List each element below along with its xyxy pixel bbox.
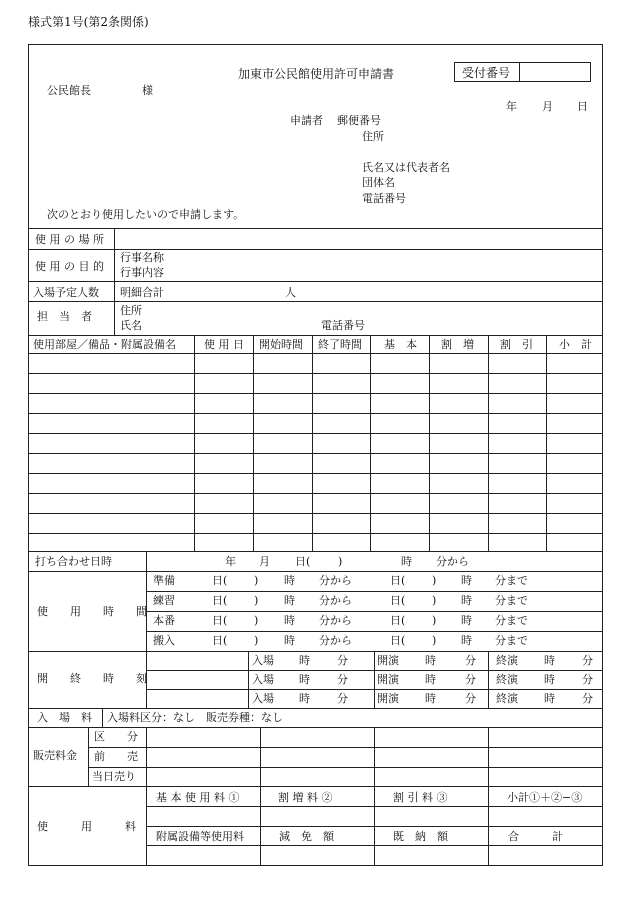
entry-hour: 時 bbox=[299, 654, 310, 667]
form-title: 加東市公民館使用許可申請書 bbox=[238, 67, 395, 81]
equipment-header-start: 開始時間 bbox=[259, 338, 303, 351]
request-statement: 次のとおり使用したいので申請します。 bbox=[47, 208, 245, 221]
admission-fee-text[interactable]: 入場料区分：なし 販売券種：なし bbox=[107, 711, 283, 724]
sales-advance: 前 売 bbox=[94, 750, 138, 763]
form-number-label: 様式第1号(第2条関係) bbox=[28, 15, 149, 29]
discount-fee-header: 割 引 料 ③ bbox=[393, 791, 448, 804]
table-row[interactable] bbox=[29, 533, 602, 534]
table-row[interactable] bbox=[29, 453, 602, 454]
usage-from: 分から bbox=[319, 634, 352, 647]
entry-hour: 時 bbox=[299, 673, 310, 686]
start-end-label: 開 終 時 刻 bbox=[37, 672, 147, 685]
sales-price-label: 販売料金 bbox=[33, 749, 77, 762]
table-row[interactable] bbox=[29, 513, 602, 514]
equipment-fee-header: 附属設備等使用料 bbox=[156, 830, 244, 843]
opening-minute: 分 bbox=[465, 673, 476, 686]
equipment-header-surcharge: 割 増 bbox=[441, 338, 474, 351]
usage-day-open: 日( bbox=[212, 614, 228, 627]
usage-time-label: 使 用 時 間 bbox=[37, 605, 147, 618]
usage-from: 分から bbox=[319, 574, 352, 587]
usage-paren-close: ) bbox=[254, 634, 259, 647]
applicant-address-label: 住所 bbox=[362, 130, 384, 143]
usage-paren-close: ) bbox=[432, 574, 437, 587]
equipment-header-subtotal: 小 計 bbox=[559, 338, 592, 351]
usage-from: 分から bbox=[319, 594, 352, 607]
equipment-header-date: 使 用 日 bbox=[204, 338, 244, 351]
opening-hour: 時 bbox=[425, 692, 436, 705]
application-form bbox=[28, 44, 603, 866]
event-content-label[interactable]: 行事内容 bbox=[120, 266, 164, 279]
opening-hour: 時 bbox=[425, 654, 436, 667]
table-row[interactable] bbox=[29, 551, 602, 552]
contact-name-label[interactable]: 氏名 bbox=[120, 319, 142, 332]
purpose-label: 使 用 の 目 的 bbox=[35, 260, 104, 273]
opening-minute: 分 bbox=[465, 654, 476, 667]
date-year: 年 bbox=[506, 100, 517, 113]
closing-time-label: 終演 bbox=[496, 654, 518, 667]
usage-row-performance: 本番 bbox=[153, 614, 175, 627]
total-header: 合 計 bbox=[508, 830, 563, 843]
usage-day-open: 日( bbox=[212, 634, 228, 647]
applicant-label: 申請者 bbox=[290, 114, 323, 127]
date-month: 月 bbox=[542, 100, 553, 113]
closing-hour: 時 bbox=[544, 692, 555, 705]
contact-person-label: 担 当 者 bbox=[37, 310, 92, 323]
usage-to: 分まで bbox=[495, 574, 528, 587]
usage-row-load-in: 搬入 bbox=[153, 634, 175, 647]
opening-time-label: 開演 bbox=[377, 654, 399, 667]
usage-paren-close: ) bbox=[254, 614, 259, 627]
subtotal-fee-header: 小計①＋②−③ bbox=[507, 791, 583, 804]
usage-day-open: 日( bbox=[390, 594, 406, 607]
contact-address-label[interactable]: 住所 bbox=[120, 304, 142, 317]
meeting-year: 年 bbox=[225, 555, 236, 568]
entry-hour: 時 bbox=[299, 692, 310, 705]
postal-code-label: 郵便番号 bbox=[337, 114, 381, 127]
usage-hour: 時 bbox=[284, 614, 295, 627]
usage-hour: 時 bbox=[284, 634, 295, 647]
usage-hour: 時 bbox=[461, 594, 472, 607]
usage-row-rehearsal: 練習 bbox=[153, 594, 175, 607]
attendance-label: 入場予定人数 bbox=[33, 286, 99, 299]
honorific: 様 bbox=[142, 84, 153, 97]
equipment-header-discount: 割 引 bbox=[500, 338, 533, 351]
meeting-minute-from: 分から bbox=[436, 555, 469, 568]
table-row[interactable] bbox=[29, 473, 602, 474]
usage-to: 分まで bbox=[495, 614, 528, 627]
entry-time-label: 入場 bbox=[252, 692, 274, 705]
usage-hour: 時 bbox=[284, 574, 295, 587]
closing-time-label: 終演 bbox=[496, 692, 518, 705]
usage-day-open: 日( bbox=[212, 574, 228, 587]
persons-unit: 人 bbox=[285, 286, 296, 299]
closing-time-label: 終演 bbox=[496, 673, 518, 686]
applicant-name-label: 氏名又は代表者名 bbox=[362, 161, 450, 174]
meeting-datetime-label: 打ち合わせ日時 bbox=[35, 555, 112, 568]
entry-time-label: 入場 bbox=[252, 654, 274, 667]
table-row[interactable] bbox=[29, 393, 602, 394]
usage-from: 分から bbox=[319, 614, 352, 627]
entry-minute: 分 bbox=[337, 692, 348, 705]
exemption-amount-header: 減 免 額 bbox=[279, 830, 334, 843]
usage-fee-label: 使 用 料 bbox=[37, 820, 136, 833]
closing-minute: 分 bbox=[582, 673, 593, 686]
place-label: 使 用 の 場 所 bbox=[35, 233, 104, 246]
receipt-number-field[interactable] bbox=[521, 64, 589, 80]
basic-usage-fee-header: 基 本 使 用 料 ① bbox=[156, 791, 240, 804]
usage-hour: 時 bbox=[461, 634, 472, 647]
meeting-month: 月 bbox=[259, 555, 270, 568]
entry-minute: 分 bbox=[337, 673, 348, 686]
opening-hour: 時 bbox=[425, 673, 436, 686]
usage-hour: 時 bbox=[461, 574, 472, 587]
sales-category: 区 分 bbox=[94, 730, 138, 743]
receipt-number-label: 受付番号 bbox=[462, 66, 511, 80]
table-row[interactable] bbox=[29, 413, 602, 414]
closing-hour: 時 bbox=[544, 654, 555, 667]
closing-minute: 分 bbox=[582, 692, 593, 705]
usage-day-open: 日( bbox=[390, 634, 406, 647]
place-field[interactable] bbox=[117, 230, 599, 247]
usage-day-open: 日( bbox=[390, 614, 406, 627]
paid-amount-header: 既 納 額 bbox=[393, 830, 448, 843]
table-row[interactable] bbox=[29, 493, 602, 494]
equipment-header-room: 使用部屋／備品・附属設備名 bbox=[33, 338, 176, 351]
usage-paren-close: ) bbox=[254, 594, 259, 607]
opening-time-label: 開演 bbox=[377, 692, 399, 705]
admission-fee-label: 入 場 料 bbox=[37, 711, 92, 724]
attendance-breakdown[interactable]: 明細合計 bbox=[120, 286, 164, 299]
usage-row-prep: 準備 bbox=[153, 574, 175, 587]
receipt-number-box bbox=[454, 62, 591, 82]
group-name-label: 団体名 bbox=[362, 176, 395, 189]
usage-day-open: 日( bbox=[212, 594, 228, 607]
usage-paren-close: ) bbox=[432, 634, 437, 647]
entry-time-label: 入場 bbox=[252, 673, 274, 686]
opening-minute: 分 bbox=[465, 692, 476, 705]
entry-minute: 分 bbox=[337, 654, 348, 667]
applicant-phone-label: 電話番号 bbox=[362, 192, 406, 205]
table-row[interactable] bbox=[29, 373, 602, 374]
opening-time-label: 開演 bbox=[377, 673, 399, 686]
usage-hour: 時 bbox=[461, 614, 472, 627]
addressee: 公民館長 bbox=[47, 84, 91, 97]
usage-paren-close: ) bbox=[432, 594, 437, 607]
meeting-day: 日( bbox=[295, 555, 311, 568]
date-day: 日 bbox=[577, 100, 588, 113]
closing-minute: 分 bbox=[582, 654, 593, 667]
usage-to: 分まで bbox=[495, 594, 528, 607]
usage-to: 分まで bbox=[495, 634, 528, 647]
surcharge-fee-header: 割 増 料 ② bbox=[278, 791, 333, 804]
usage-day-open: 日( bbox=[390, 574, 406, 587]
usage-hour: 時 bbox=[284, 594, 295, 607]
closing-hour: 時 bbox=[544, 673, 555, 686]
usage-paren-close: ) bbox=[432, 614, 437, 627]
equipment-header-basic: 基 本 bbox=[384, 338, 417, 351]
equipment-header-end: 終了時間 bbox=[318, 338, 362, 351]
sales-same-day: 当日売り bbox=[92, 770, 136, 783]
meeting-paren-close: ) bbox=[338, 555, 343, 568]
table-row[interactable] bbox=[29, 433, 602, 434]
contact-phone-label[interactable]: 電話番号 bbox=[321, 319, 365, 332]
usage-paren-close: ) bbox=[254, 574, 259, 587]
meeting-hour: 時 bbox=[401, 555, 412, 568]
event-name-label[interactable]: 行事名称 bbox=[120, 251, 164, 264]
